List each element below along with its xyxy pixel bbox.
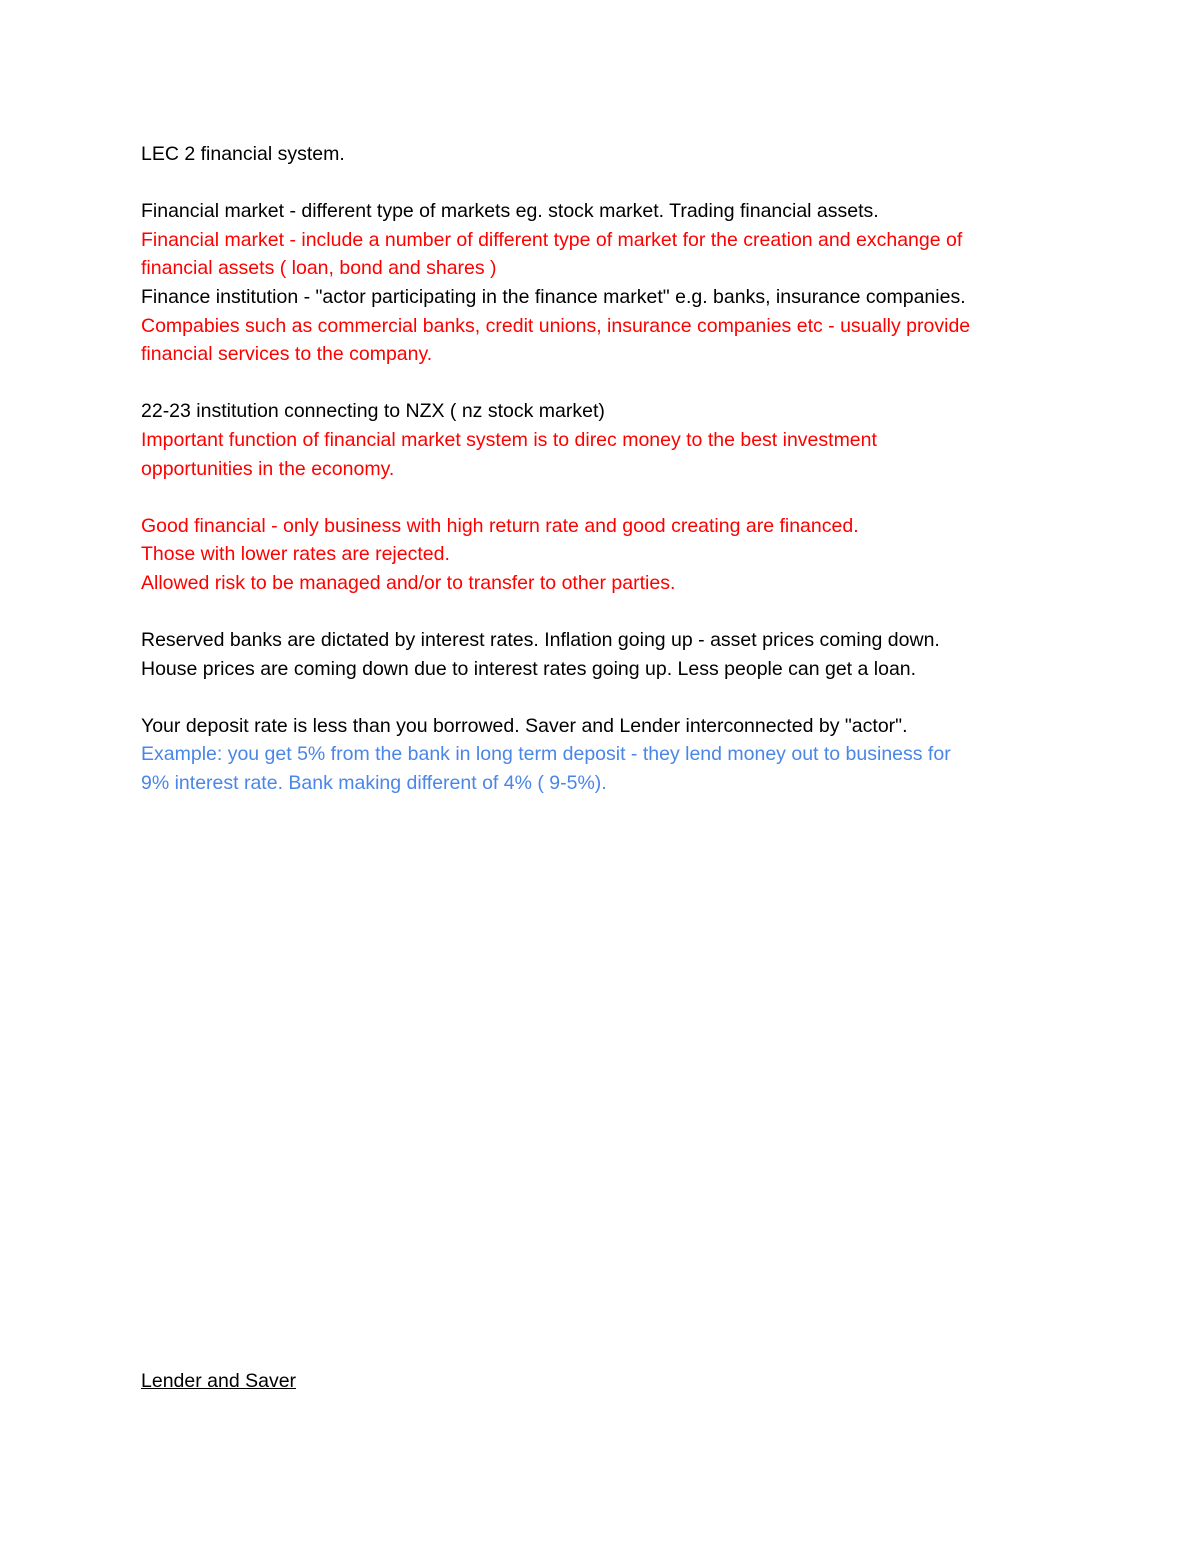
text-line: Finance institution - "actor participating in the finance market" e.g. banks, insurance companies. <box>141 285 966 308</box>
paragraph-reserved-banks <box>141 626 1071 683</box>
text-line: 22-23 institution connecting to NZX ( nz stock market) <box>141 400 605 423</box>
blank-line <box>141 169 1071 198</box>
blank-line <box>141 598 1071 627</box>
paragraph-deposit-rate <box>141 712 1071 798</box>
blank-line <box>141 683 1071 712</box>
text-line: Allowed risk to be managed and/or to transfer to other parties. <box>141 571 676 594</box>
text-line: Reserved banks are dictated by interest rates. Inflation going up - asset prices coming down. <box>141 629 940 652</box>
text-line: Important function of financial market system is to direc money to the best investment <box>141 428 877 451</box>
text-line: House prices are coming down due to interest rates going up. Less people can get a loan. <box>141 657 917 680</box>
text-line: Compabies such as commercial banks, credit unions, insurance companies etc - usually provide <box>141 314 971 337</box>
paragraph-good-financial <box>141 512 1071 598</box>
text-line: Your deposit rate is less than you borrowed. Saver and Lender interconnected by "actor". <box>141 714 908 737</box>
paragraph-nzx <box>141 397 1071 483</box>
document-body <box>141 140 1071 798</box>
text-line: Those with lower rates are rejected. <box>141 543 450 566</box>
blank-line <box>141 369 1071 398</box>
text-line: opportunities in the economy. <box>141 457 395 480</box>
text-line: Financial market - different type of markets eg. stock market. Trading financial assets. <box>141 200 879 223</box>
text-line: financial services to the company. <box>141 343 433 366</box>
paragraph-financial-market <box>141 197 1071 369</box>
text-line: 9% interest rate. Bank making different of 4% ( 9-5%). <box>141 772 607 795</box>
text-line: Example: you get 5% from the bank in long term deposit - they lend money out to business for <box>141 743 951 766</box>
document-title: LEC 2 financial system. <box>141 143 345 165</box>
text-line: financial assets ( loan, bond and shares ) <box>141 257 497 280</box>
blank-line <box>141 483 1071 512</box>
text-line: Good financial - only business with high return rate and good creating are financed. <box>141 514 859 537</box>
text-line: Financial market - include a number of different type of market for the creation and exchange of <box>141 228 963 251</box>
section-heading-lender-saver: Lender and Saver <box>141 1370 297 1392</box>
